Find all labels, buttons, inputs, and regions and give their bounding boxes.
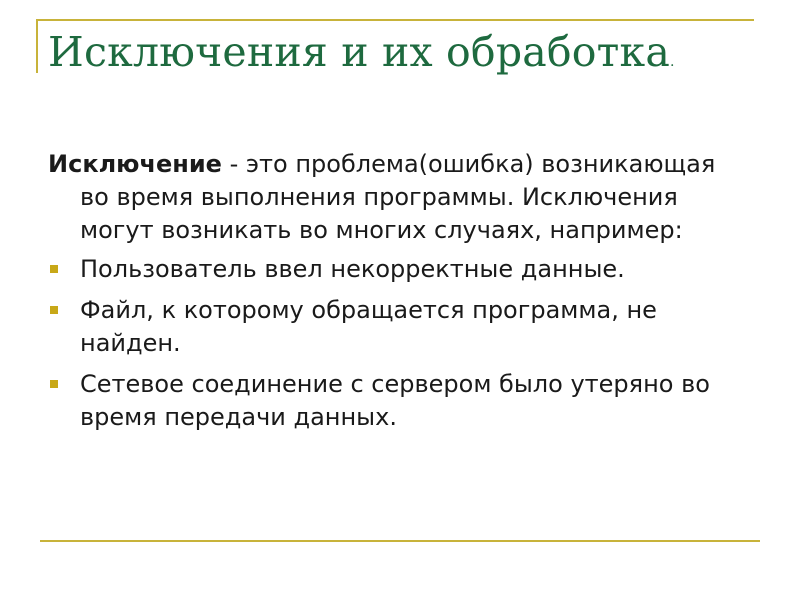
bullet-item xyxy=(48,368,748,434)
bullet-item xyxy=(48,294,748,360)
slide-title xyxy=(48,28,675,76)
title-trailing-dot: . xyxy=(670,54,675,70)
top-accent-line xyxy=(36,19,754,21)
square-bullet-icon xyxy=(50,306,58,314)
intro-paragraph xyxy=(48,148,748,247)
bottom-accent-line xyxy=(40,540,760,542)
bullet-list xyxy=(48,253,748,434)
bullet-text: Файл, к которому обращается программа, не найден. xyxy=(80,296,657,357)
bullet-text: Сетевое соединение с сервером было утеряно во время передачи данных. xyxy=(80,370,710,431)
intro-term: Исключение xyxy=(48,150,222,178)
bullet-text: Пользователь ввел некорректные данные. xyxy=(80,255,625,283)
slide-content xyxy=(48,148,748,442)
slide-title-text: Исключения и их обработка xyxy=(48,28,671,76)
intro-text: - это проблема(ошибка) возникающая во время выполнения программы. Исключения могут возникать во многих случаях, например: xyxy=(80,150,716,244)
left-accent-line xyxy=(36,19,38,73)
bullet-item xyxy=(48,253,748,286)
square-bullet-icon xyxy=(50,380,58,388)
square-bullet-icon xyxy=(50,265,58,273)
